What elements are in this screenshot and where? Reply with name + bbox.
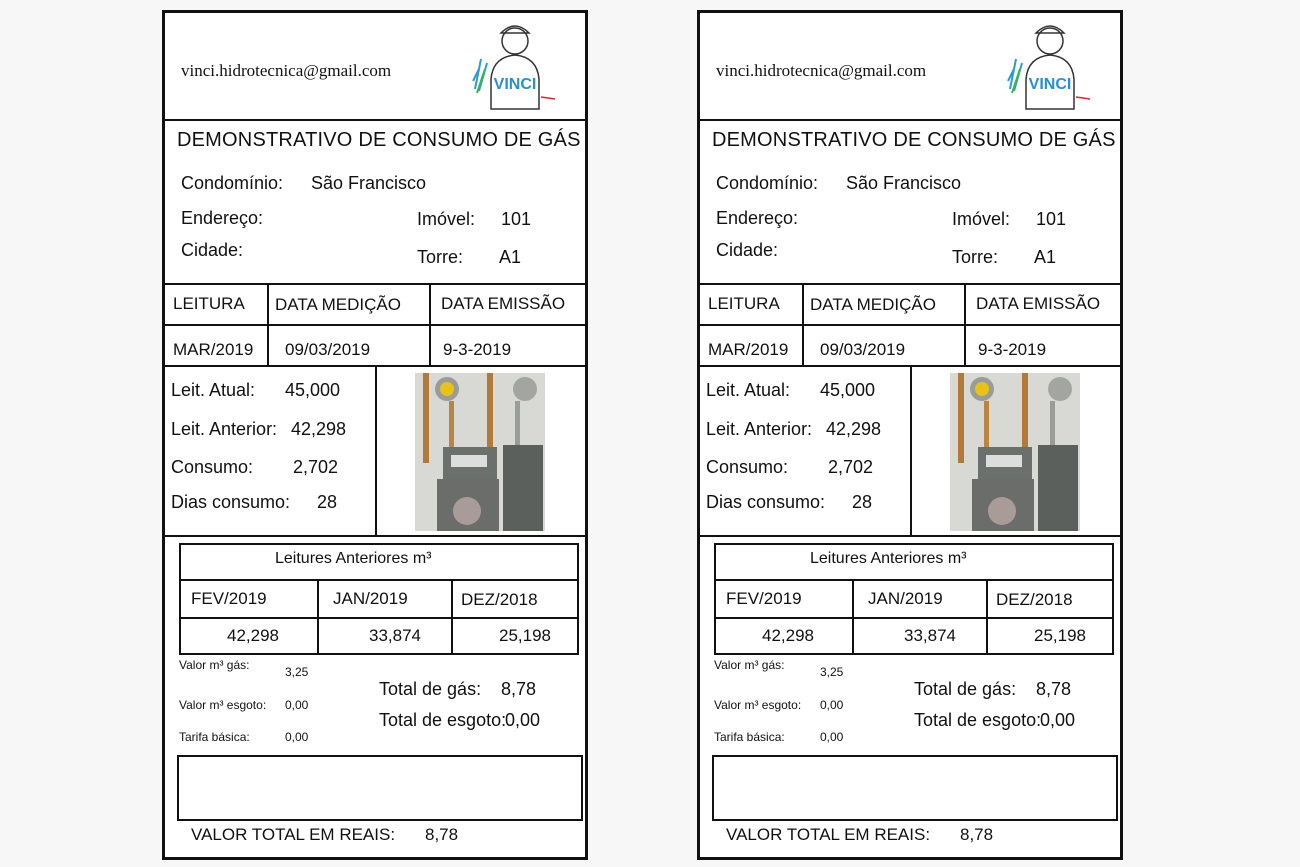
tarifa-basica-value: 0,00 — [285, 730, 309, 744]
divider — [802, 283, 804, 365]
valor-total-label: VALOR TOTAL EM REAIS: — [191, 825, 396, 844]
header-data-medicao: DATA MEDIÇÃO — [275, 295, 401, 314]
torre-value: A1 — [1034, 247, 1057, 267]
total-esgoto-label: Total de esgoto: — [914, 710, 1042, 730]
leit-anterior-label: Leit. Anterior: — [706, 419, 813, 439]
value-data-emissao: 9-3-2019 — [443, 340, 512, 359]
value-data-medicao: 09/03/2019 — [820, 340, 906, 359]
email-address: vinci.hidrotecnica@gmail.com — [716, 61, 927, 80]
gas-meter-photo-icon — [950, 373, 1080, 531]
svg-text:VINCI: VINCI — [493, 76, 537, 93]
valor-gas-value: 3,25 — [820, 665, 844, 679]
consumo-value: 2,702 — [293, 457, 339, 477]
leit-atual-value: 45,000 — [285, 380, 341, 400]
email-address: vinci.hidrotecnica@gmail.com — [181, 61, 392, 80]
cidade-label: Cidade: — [716, 240, 779, 260]
divider — [179, 617, 577, 619]
value-data-medicao: 09/03/2019 — [285, 340, 371, 359]
gas-meter-photo-icon — [415, 373, 545, 531]
prev-month-3: DEZ/2018 — [461, 590, 538, 609]
total-esgoto-value: 0,00 — [505, 710, 541, 730]
prev-month-2: JAN/2019 — [868, 589, 943, 608]
header-data-emissao: DATA EMISSÃO — [441, 294, 566, 313]
prev-month-3: DEZ/2018 — [996, 590, 1073, 609]
dias-consumo-label: Dias consumo: — [171, 492, 291, 512]
total-gas-label: Total de gás: — [914, 679, 1017, 699]
condominio-label: Condomínio: — [716, 173, 819, 193]
divider — [700, 324, 1120, 326]
divider — [910, 365, 912, 535]
previous-readings-title: Leitures Anteriores m³ — [275, 550, 432, 567]
leit-anterior-label: Leit. Anterior: — [171, 419, 278, 439]
imovel-label: Imóvel: — [417, 209, 476, 229]
divider — [179, 579, 577, 581]
divider — [910, 535, 1120, 537]
torre-label: Torre: — [952, 247, 999, 267]
document-title: DEMONSTRATIVO DE CONSUMO DE GÁS — [177, 129, 581, 151]
divider — [451, 579, 453, 655]
valor-esgoto-value: 0,00 — [820, 698, 844, 712]
torre-label: Torre: — [417, 247, 464, 267]
divider — [714, 579, 1112, 581]
valor-esgoto-label: Valor m³ esgoto: — [714, 698, 802, 712]
gas-bill-card — [162, 10, 588, 860]
header-data-medicao: DATA MEDIÇÃO — [810, 295, 936, 314]
total-gas-label: Total de gás: — [379, 679, 482, 699]
tarifa-basica-label: Tarifa básica: — [179, 730, 250, 744]
divider — [700, 119, 1120, 121]
valor-gas-value: 3,25 — [285, 665, 309, 679]
divider — [986, 579, 988, 655]
prev-value-2: 33,874 — [904, 626, 956, 645]
valor-esgoto-label: Valor m³ esgoto: — [179, 698, 267, 712]
torre-value: A1 — [499, 247, 522, 267]
header-leitura: LEITURA — [173, 294, 245, 313]
divider — [429, 283, 431, 365]
valor-gas-label: Valor m³ gás: — [714, 658, 785, 672]
total-esgoto-label: Total de esgoto: — [379, 710, 507, 730]
valor-total-value: 8,78 — [425, 825, 459, 844]
valor-esgoto-value: 0,00 — [285, 698, 309, 712]
notes-box — [712, 755, 1118, 821]
previous-readings-title: Leitures Anteriores m³ — [810, 550, 967, 567]
total-esgoto-value: 0,00 — [1040, 710, 1076, 730]
prev-month-1: FEV/2019 — [726, 589, 802, 608]
divider — [375, 535, 585, 537]
imovel-label: Imóvel: — [952, 209, 1011, 229]
tarifa-basica-label: Tarifa básica: — [714, 730, 785, 744]
prev-value-3: 25,198 — [499, 626, 551, 645]
dias-consumo-value: 28 — [852, 492, 873, 512]
divider — [165, 119, 585, 121]
cidade-label: Cidade: — [181, 240, 244, 260]
divider — [964, 283, 966, 365]
value-leitura: MAR/2019 — [708, 340, 789, 359]
prev-month-2: JAN/2019 — [333, 589, 408, 608]
divider — [700, 535, 910, 537]
divider — [165, 535, 375, 537]
total-gas-value: 8,78 — [1036, 679, 1072, 699]
divider — [165, 324, 585, 326]
dias-consumo-label: Dias consumo: — [706, 492, 826, 512]
header-data-emissao: DATA EMISSÃO — [976, 294, 1101, 313]
worker-logo-icon — [471, 19, 557, 117]
consumo-label: Consumo: — [171, 457, 254, 477]
divider — [317, 579, 319, 655]
leit-atual-value: 45,000 — [820, 380, 876, 400]
prev-value-3: 25,198 — [1034, 626, 1086, 645]
tarifa-basica-value: 0,00 — [820, 730, 844, 744]
meter-photo — [950, 373, 1080, 531]
worker-logo-icon — [1006, 19, 1092, 117]
value-leitura: MAR/2019 — [173, 340, 254, 359]
divider — [267, 283, 269, 365]
imovel-value: 101 — [501, 209, 532, 229]
leit-anterior-value: 42,298 — [291, 419, 347, 439]
divider — [852, 579, 854, 655]
header-leitura: LEITURA — [708, 294, 780, 313]
meter-photo — [415, 373, 545, 531]
endereco-label: Endereço: — [181, 208, 264, 228]
document-title: DEMONSTRATIVO DE CONSUMO DE GÁS — [712, 129, 1116, 151]
leit-anterior-value: 42,298 — [826, 419, 882, 439]
consumo-label: Consumo: — [706, 457, 789, 477]
divider — [165, 283, 585, 285]
divider — [714, 617, 1112, 619]
value-data-emissao: 9-3-2019 — [978, 340, 1047, 359]
gas-bill-card — [697, 10, 1123, 860]
svg-text:VINCI: VINCI — [1028, 76, 1072, 93]
condominio-value: São Francisco — [311, 173, 427, 193]
leit-atual-label: Leit. Atual: — [706, 380, 791, 400]
dias-consumo-value: 28 — [317, 492, 338, 512]
prev-value-1: 42,298 — [762, 626, 814, 645]
condominio-label: Condomínio: — [181, 173, 284, 193]
valor-gas-label: Valor m³ gás: — [179, 658, 250, 672]
prev-value-1: 42,298 — [227, 626, 279, 645]
divider — [700, 283, 1120, 285]
total-gas-value: 8,78 — [501, 679, 537, 699]
consumo-value: 2,702 — [828, 457, 874, 477]
notes-box — [177, 755, 583, 821]
leit-atual-label: Leit. Atual: — [171, 380, 256, 400]
valor-total-label: VALOR TOTAL EM REAIS: — [726, 825, 931, 844]
divider — [375, 365, 377, 535]
valor-total-value: 8,78 — [960, 825, 994, 844]
imovel-value: 101 — [1036, 209, 1067, 229]
condominio-value: São Francisco — [846, 173, 962, 193]
prev-month-1: FEV/2019 — [191, 589, 267, 608]
prev-value-2: 33,874 — [369, 626, 421, 645]
endereco-label: Endereço: — [716, 208, 799, 228]
